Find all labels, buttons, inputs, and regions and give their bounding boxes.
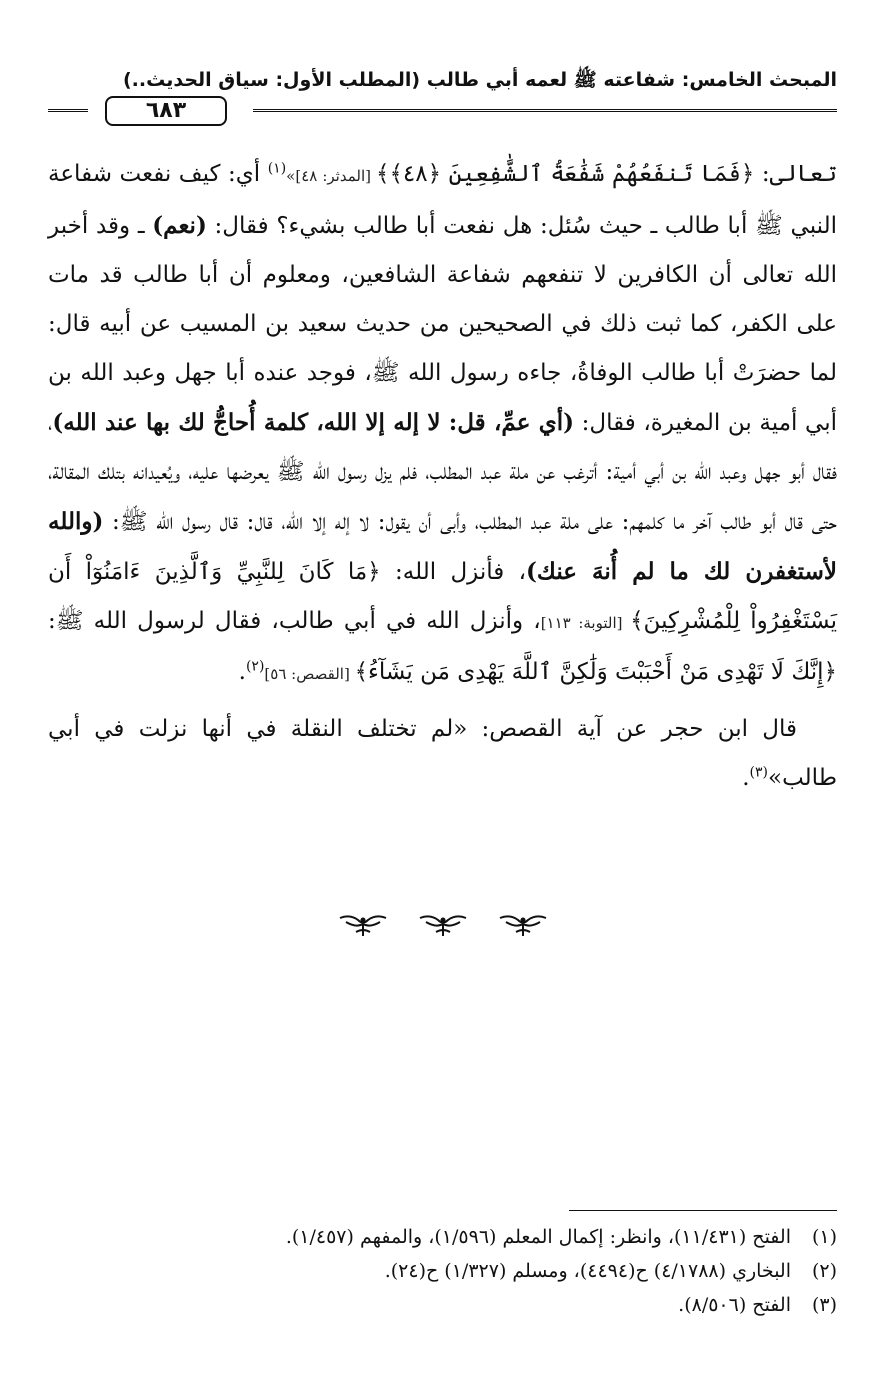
hadith-quote: (أي عمِّ، قل: لا إله إلا الله، كلمة أُحاجُّ لك بها عند الله) [52, 409, 575, 436]
text-run: ، فأنزل الله: [380, 559, 527, 585]
header-rule [48, 96, 837, 126]
running-header: المبحث الخامس: شفاعته ﷺ لعمه أبي طالب (المطلب الأول: سياق الحديث..) [122, 69, 837, 91]
footnote-item [48, 1288, 837, 1322]
footnote-marker[interactable]: (٣) [749, 764, 769, 781]
text-run: ـ وقد أخبر الله تعالى أن الكافرين لا تنفعهم شفاعة الشافعين، ومعلوم أن أبا طالب قد مات على الكفر، كما ثبت ذلك في الصحيحين من حديث سعيد بن المسيب عن أبيه قال: لما حضرَتْ أبا طالب الوفاةُ، جاءه رسول الله ﷺ، فوجد عنده أبا جهل وعبد الله بن أبي أمية بن المغيرة، فقال: [48, 213, 837, 436]
page-number: ٦٨٣ [105, 96, 227, 126]
paragraph [48, 150, 837, 699]
paragraph [48, 705, 837, 803]
header-rule-line-short [48, 109, 88, 112]
footnote-number: (١) [811, 1226, 837, 1248]
footnote-number: (٢) [811, 1260, 837, 1282]
footnote-text: الفتح (٨/٥٠٦). [678, 1294, 791, 1316]
footnote-item [48, 1220, 837, 1254]
ornament-icon [336, 912, 390, 952]
quran-verse: ﴿فَمَا تَنفَعُهُمْ شَفَٰعَةُ ٱلشَّٰفِعِينَ ﴿٤٨﴾﴾ [375, 161, 755, 187]
text-run: ، فقال أبو جهل وعبد الله بن أبي أمية: أترغب عن ملة عبد المطلب، فلم يزل رسول الله ﷺ يعرضها عليه، ويُعيدانه بتلك المقالة، حتى قال أبو طالب آخر ما كلمهم: على ملة عبد المطلب، وأبى أن يقول: لا إله إلا الله، قال: قال رسول الله ﷺ: [48, 410, 837, 535]
main-text [48, 150, 837, 803]
header-rule-line [253, 109, 837, 112]
text-run: قال ابن حجر عن آية القصص: «لم تختلف النقلة في أنها نزلت في أبي طالب» [48, 716, 837, 791]
footnote-text: البخاري (٤/١٧٨٨) ح(٤٤٩٤)، ومسلم (١/٣٢٧) ح(٢٤). [384, 1260, 791, 1282]
verse-reference: [المدثر: ٤٨]» [286, 167, 376, 185]
text-run: ، وأنزل الله في أبي طالب، فقال لرسول الله ﷺ: [48, 608, 541, 634]
hadith-quote: (نعم) [152, 212, 207, 239]
footnotes [48, 1220, 837, 1322]
verse-reference: [التوبة: ١١٣] [540, 614, 631, 632]
section-divider [0, 912, 885, 952]
text-run: تعالى: [754, 161, 837, 187]
footnote-marker[interactable]: (٢) [245, 658, 265, 675]
footnote-marker[interactable]: (١) [267, 160, 287, 177]
footnote-separator [569, 1210, 837, 1211]
ornament-icon [496, 912, 550, 952]
footnote-text: الفتح (١١/٤٣١)، وانظر: إكمال المعلم (١/٥٩٦)، والمفهم (١/٤٥٧). [285, 1226, 791, 1248]
text-run: . [238, 659, 246, 685]
verse-reference: [القصص: ٥٦] [264, 665, 355, 683]
hadith-quote: (والله لأستغفرن لك ما لم أُنهَ عنك) [48, 508, 837, 585]
text-run: أي: كيف نفعت شفاعة النبي ﷺ أبا طالب ـ حيث سُئل: هل نفعت أبا طالب بشيء؟ فقال: [48, 161, 837, 239]
quran-verse: ﴿مَا كَانَ لِلنَّبِيِّ وَٱلَّذِينَ ءَامَنُوٓاْ أَن يَسْتَغْفِرُواْ لِلْمُشْرِكِينَ﴾ [48, 559, 838, 634]
quran-verse: ﴿إِنَّكَ لَا تَهْدِى مَنْ أَحْبَبْتَ وَلَٰكِنَّ ٱللَّهَ يَهْدِى مَن يَشَآءُ﴾ [354, 659, 837, 685]
text-run: . [742, 765, 750, 791]
footnote-item [48, 1254, 837, 1288]
ornament-icon [416, 912, 470, 952]
footnote-number: (٣) [811, 1294, 837, 1316]
